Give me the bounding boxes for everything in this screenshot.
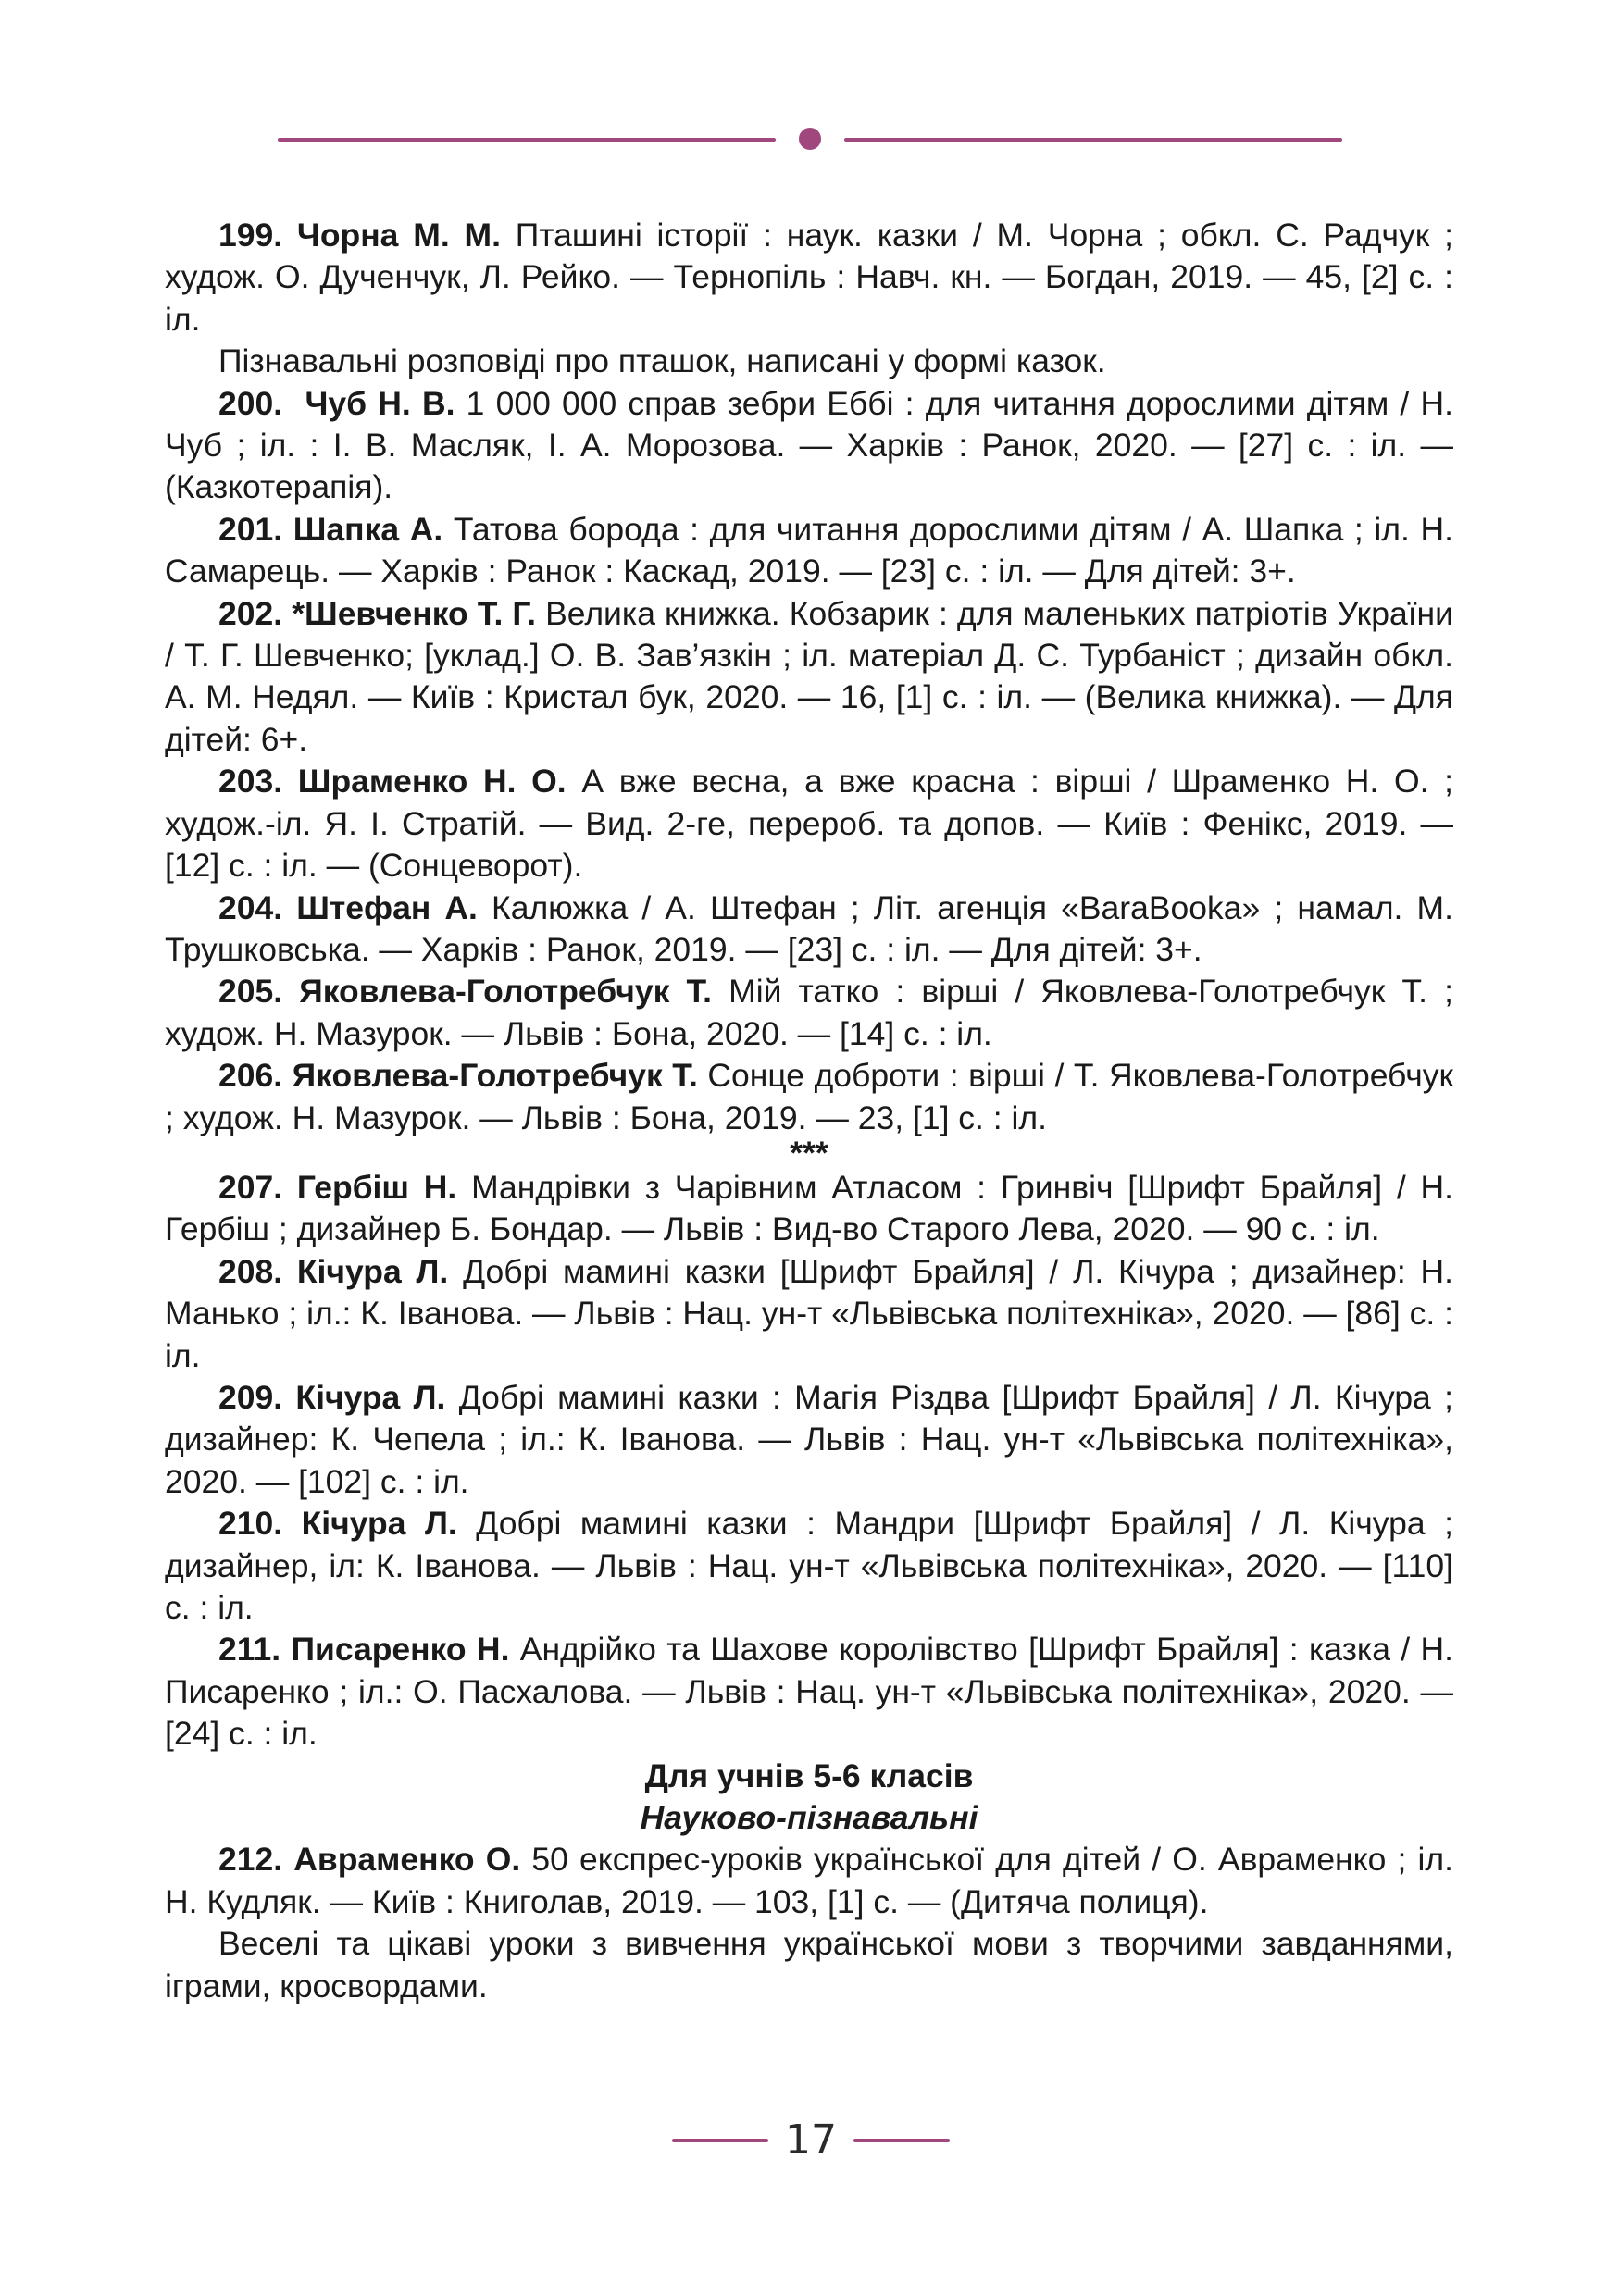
top-rule-dot (799, 128, 821, 150)
entry-200: 200. Чуб Н. В. 1 000 000 справ зебри Еббі : для читання дорослими дітям / Н. Чуб ; іл. : І. В. Масляк, І. А. Морозова. — Харків : Ранок, 2020. — [27] с. : іл. — (Казкотерапія). (165, 384, 1453, 506)
section-heading: Для учнів 5-6 класів (644, 1756, 974, 1794)
entry-205: 205. Яковлева-Голотребчук Т. Мій татко : вірші / Яковлева-Голотребчук Т. ; худож. Н. Мазурок. — Львів : Бона, 2020. — [14] с. : іл. (165, 973, 1453, 1052)
entry-207: 207. Гербіш Н. Мандрівки з Чарівним Атласом : Гринвіч [Шрифт Брайля] / Н. Гербіш ; дизайнер Б. Бондар. — Львів : Вид-во Старого Лева, 2020. — 90 с. : іл. (165, 1168, 1453, 1248)
entry-206: 206. Яковлева-Голотребчук Т. Сонце доброти : вірші / Т. Яковлева-Голотребчук ; худож. Н. Мазурок. — Львів : Бона, 2019. — 23, [1] с. : іл. (165, 1057, 1453, 1136)
entry-204: 204. Штефан А. Калюжка / А. Штефан ; Літ. агенція «BaraBooka» ; намал. М. Трушковська. — Харків : Ранок, 2019. — [23] с. : іл. — Для дітей: 3+. (165, 888, 1453, 968)
page-footer (0, 2113, 1619, 2168)
entry-202: 202. *Шевченко Т. Г. Велика книжка. Кобзарик : для маленьких патріотів України / Т. Г. Шевченко; [уклад.] О. В. Зав’язкін ; іл. матеріал Д. С. Турбаніст ; дизайн обкл. А. М. Недял. — Київ : Кристал бук, 2020. — 16, [1] с. : іл. — (Велика книжка). — Для дітей: 6+. (165, 594, 1453, 758)
footer-rule-right (853, 2139, 950, 2142)
entry-208: 208. Кічура Л. Добрі мамині казки [Шрифт Брайля] / Л. Кічура ; дизайнер: Н. Манько ; іл.: К. Іванова. — Львів : Нац. ун-т «Львівська політехніка», 2020. — [86] с. : іл. (165, 1252, 1453, 1374)
entry-210: 210. Кічура Л. Добрі мамині казки : Мандри [Шрифт Брайля] / Л. Кічура ; дизайнер, іл: К. Іванова. — Львів : Нац. ун-т «Львівська політехніка», 2020. — [110] с. : іл. (165, 1505, 1453, 1626)
entry-199: 199. Чорна М. М. Пташині історії : наук. казки / М. Чорна ; обкл. С. Радчук ; худож. О. Дученчук, Л. Рейко. — Тернопіль : Навч. кн. — Богдан, 2019. — 45, [2] с. : іл. (165, 217, 1453, 338)
footer-rule-left (672, 2139, 768, 2142)
top-rule-line-left (278, 138, 776, 142)
entry-199-note: Пізнавальні розповіді про пташок, написані у формі казок. (218, 342, 1106, 380)
section-subheading: Науково-пізнавальні (640, 1799, 978, 1837)
top-rule-line-right (844, 138, 1342, 142)
section-separator: *** (790, 1134, 828, 1172)
top-decorative-rule (278, 128, 1342, 152)
bibliography-content (165, 215, 1453, 2007)
page-number: 17 (785, 2116, 837, 2164)
entry-209: 209. Кічура Л. Добрі мамині казки : Магія Різдва [Шрифт Брайля] / Л. Кічура ; дизайнер: К. Чепела ; іл.: К. Іванова. — Львів : Нац. ун-т «Львівська політехніка», 2020. — [102] с. : іл. (165, 1378, 1453, 1500)
entry-211: 211. Писаренко Н. Андрійко та Шахове королівство [Шрифт Брайля] : казка / Н. Писаренко ; іл.: О. Пасхалова. — Львів : Нац. ун-т «Львівська політехніка», 2020. — [24] с. : іл. (165, 1631, 1453, 1753)
entry-212-note: Веселі та цікаві уроки з вивчення української мови з творчими завданнями, іграми, кросвордами. (165, 1925, 1453, 2004)
entry-203: 203. Шраменко Н. О. А вже весна, а вже красна : вірші / Шраменко Н. О. ; худож.-іл. Я. І. Стратій. — Вид. 2-ге, перероб. та допов. — Київ : Фенікс, 2019. — [12] с. : іл. — (Сонцеворот). (165, 763, 1453, 885)
entry-212: 212. Авраменко О. 50 експрес-уроків української для дітей / О. Авраменко ; іл. Н. Кудляк. — Київ : Книголав, 2019. — 103, [1] с. — (Дитяча полиця). (165, 1841, 1453, 1920)
entry-201: 201. Шапка А. Татова борода : для читання дорослими дітям / А. Шапка ; іл. Н. Самарець. — Харків : Ранок : Каскад, 2019. — [23] с. : іл. — Для дітей: 3+. (165, 510, 1453, 590)
